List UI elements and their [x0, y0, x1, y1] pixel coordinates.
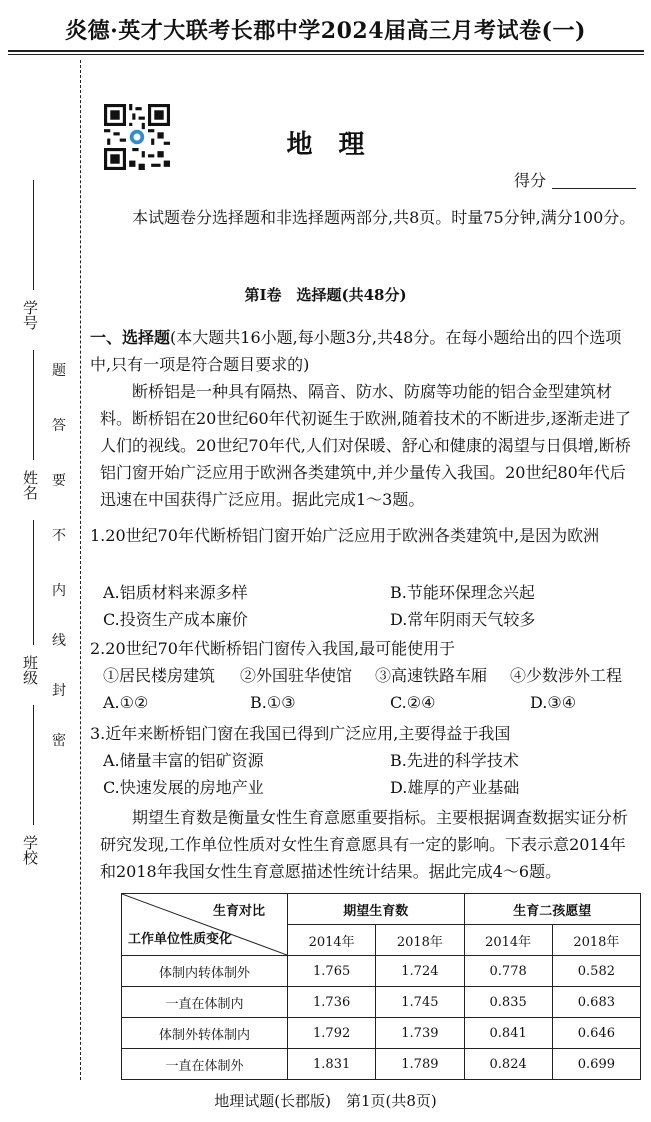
- corner-top-label: 生育对比: [212, 904, 265, 919]
- table-cell: 0.683: [552, 987, 640, 1018]
- q2-item-3: ③高速铁路车厢: [375, 666, 488, 685]
- q3-option-b[interactable]: B.先进的科学技术: [390, 751, 519, 770]
- seal-char: 不: [52, 528, 66, 544]
- q2-item-2: ②外国驻华使馆: [240, 666, 353, 685]
- q3-option-a[interactable]: A.储量丰富的铝矿资源: [103, 751, 264, 770]
- q3-stem: 3.近年来断桥铝门窗在我国已得到广泛应用,主要得益于我国: [90, 724, 511, 743]
- q2-item-4: ④少数涉外工程: [510, 666, 623, 685]
- passage-1: 断桥铝是一种具有隔热、隔音、防水、防腐等功能的铝合金型建筑材料。断桥铝在20世纪60年代初诞生于欧洲,随着技术的不断进步,逐渐走进了人们的视线。20世纪70年代,人们对保暖、舒心和健康的渴望与日俱增,断桥铝门窗开始广泛应用于欧洲各类建筑中,并少量传入我国。20世纪80年代后迅速在中国获得广泛应用。据此完成1～3题。: [100, 382, 631, 509]
- corner-bottom-label: 工作单位性质变化: [128, 932, 233, 947]
- year-header: 2014年: [288, 925, 376, 956]
- section-label: 一、选择题: [90, 328, 171, 347]
- seal-char: 要: [52, 473, 66, 489]
- table-cell: 0.824: [464, 1049, 552, 1080]
- year-header: 2014年: [464, 925, 552, 956]
- sidebar-field-name: 姓名: [21, 470, 39, 500]
- row-label: 一直在体制外: [122, 1049, 288, 1080]
- sidebar-field-class: 班级: [21, 655, 39, 685]
- table-cell: 1.739: [376, 1018, 464, 1049]
- seal-char: 线: [52, 633, 66, 649]
- q1-stem: [90, 522, 640, 549]
- row-label: 体制内转体制外: [122, 956, 288, 987]
- seal-dashed-line: [80, 60, 81, 1080]
- seal-char: 内: [52, 583, 66, 599]
- table-cell: 1.792: [288, 1018, 376, 1049]
- q1-option-b[interactable]: B.节能环保理念兴起: [390, 583, 535, 602]
- q2-option-a[interactable]: A.①②: [103, 693, 149, 712]
- table-row: [122, 987, 641, 1018]
- sidebar-field-student-id: 学号: [21, 300, 39, 330]
- table-cell: 0.699: [552, 1049, 640, 1080]
- table-cell: 0.835: [464, 987, 552, 1018]
- q1-option-c[interactable]: C.投资生产成本廉价: [103, 610, 248, 629]
- seal-char: 题: [52, 363, 66, 379]
- table-cell: 0.841: [464, 1018, 552, 1049]
- sidebar-blank-1[interactable]: [33, 180, 34, 290]
- table-row: [122, 956, 641, 987]
- q2-option-b[interactable]: B.①③: [250, 693, 296, 712]
- score-blank[interactable]: [552, 188, 636, 189]
- sidebar-field-school: 学校: [21, 835, 39, 865]
- sidebar-blank-3[interactable]: [33, 520, 34, 645]
- q2-stem: 2.20世纪70年代断桥铝门窗传入我国,最可能使用于: [90, 639, 456, 658]
- q2-item-1: ①居民楼房建筑: [103, 666, 216, 685]
- q2-option-c[interactable]: C.②④: [390, 693, 436, 712]
- passage-2: 期望生育数是衡量女性生育意愿重要指标。主要根据调查数据实证分析研究发现,工作单位性质对女性生育意愿具有一定的影响。下表示意2014年和2018年我国女性生育意愿描述性统计结果。据此完成4～6题。: [100, 808, 629, 881]
- table-cell: 1.789: [376, 1049, 464, 1080]
- table-cell: 0.582: [552, 956, 640, 987]
- section-heading: [90, 324, 640, 378]
- q1-option-a[interactable]: A.铝质材料来源多样: [103, 583, 248, 602]
- header-rule: [8, 50, 644, 52]
- subject-title: 地理: [286, 130, 391, 160]
- volume-title: 第Ⅰ卷 选择题(共48分): [244, 286, 407, 304]
- table-cell: 1.736: [288, 987, 376, 1018]
- row-label: 体制外转体制内: [122, 1018, 288, 1049]
- q2-option-d[interactable]: D.③④: [530, 693, 577, 712]
- group-header-1: 期望生育数: [288, 894, 465, 925]
- seal-char: 封: [52, 683, 66, 699]
- seal-char: 答: [52, 418, 66, 434]
- group-header-2: 生育二孩愿望: [464, 894, 641, 925]
- q1-stem-text: 1.20世纪70年代断桥铝门窗开始广泛应用于欧洲各类建筑中,是因为欧洲: [90, 526, 600, 545]
- exam-intro: 本试题卷分选择题和非选择题两部分,共8页。时量75分钟,满分100分。: [132, 208, 636, 227]
- header-rule-thin: [8, 54, 644, 55]
- q1-option-d[interactable]: D.常年阴雨天气较多: [390, 610, 536, 629]
- section-desc: (本大题共16小题,每小题3分,共48分。在每小题给出的四个选项中,只有一项是符合题目要求的): [90, 328, 622, 374]
- sidebar-blank-2[interactable]: [33, 350, 34, 460]
- seal-char: 密: [52, 733, 66, 749]
- table-row: [122, 1049, 641, 1080]
- table-cell: 1.724: [376, 956, 464, 987]
- table-cell: 1.745: [376, 987, 464, 1018]
- table-corner-cell: [122, 894, 288, 956]
- fertility-table: [121, 893, 641, 1080]
- q3-option-d[interactable]: D.雄厚的产业基础: [390, 778, 520, 797]
- table-cell: 1.765: [288, 956, 376, 987]
- year-header: 2018年: [376, 925, 464, 956]
- sidebar-blank-4[interactable]: [33, 705, 34, 825]
- exam-header: 炎德·英才大联考长郡中学2024届高三月考试卷(一): [65, 18, 586, 44]
- row-label: 一直在体制内: [122, 987, 288, 1018]
- table-cell: 0.646: [552, 1018, 640, 1049]
- table-cell: 1.831: [288, 1049, 376, 1080]
- table-row: [122, 1018, 641, 1049]
- year-header: 2018年: [552, 925, 640, 956]
- q3-option-c[interactable]: C.快速发展的房地产业: [103, 778, 264, 797]
- page-footer: 地理试题(长郡版) 第1页(共8页): [214, 1092, 437, 1110]
- score-label: 得分: [514, 171, 547, 190]
- table-cell: 0.778: [464, 956, 552, 987]
